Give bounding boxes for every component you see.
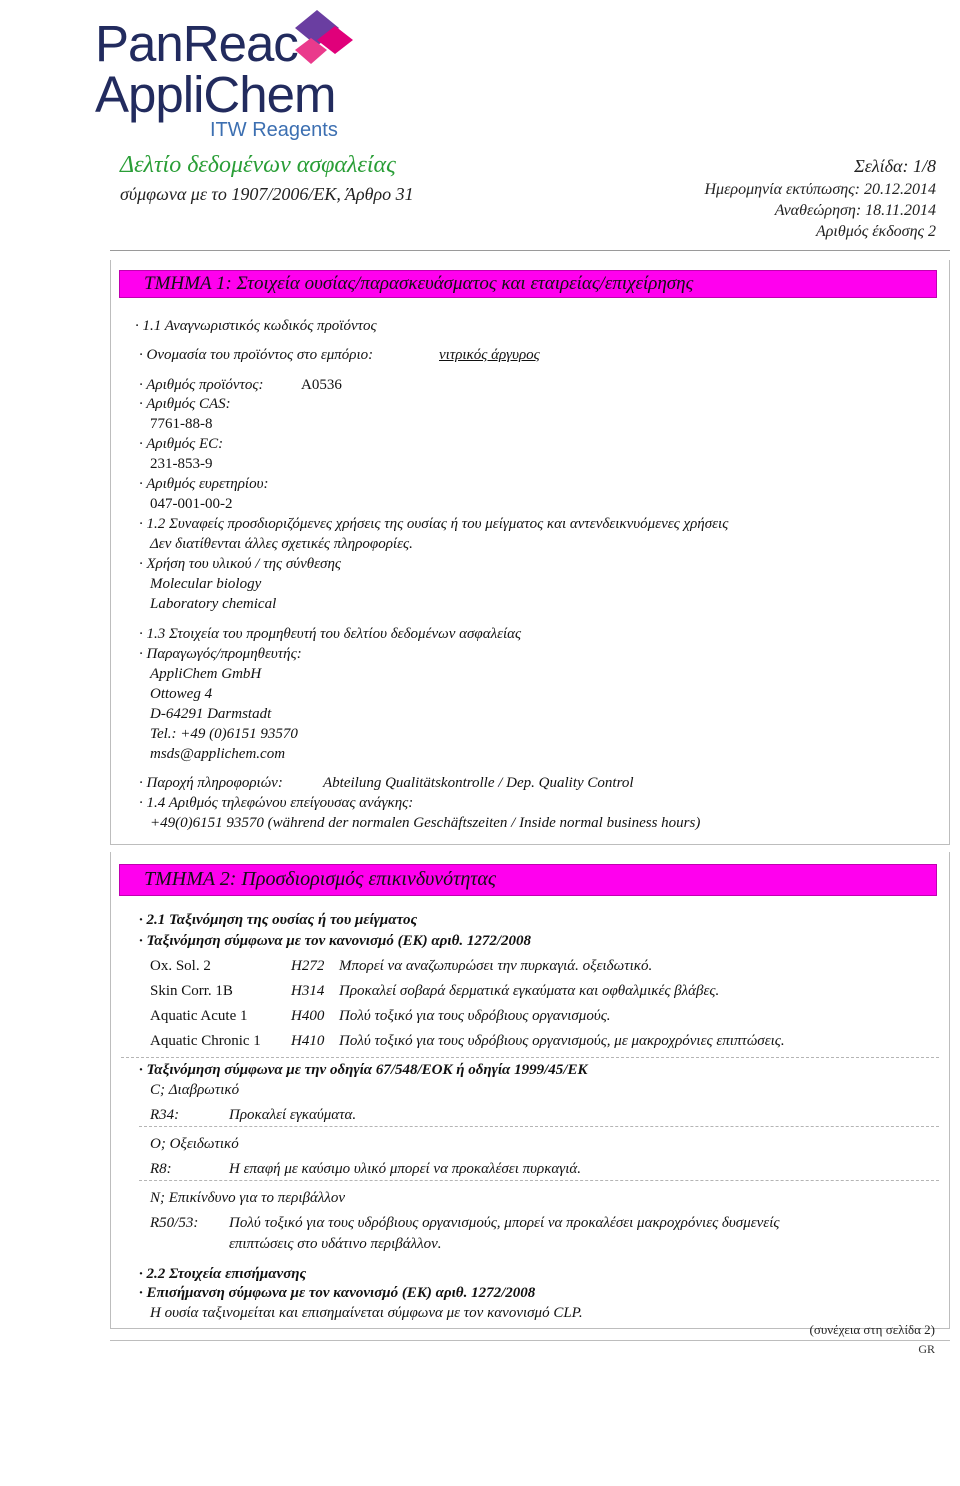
logo-text-panreac: PanReac bbox=[95, 15, 298, 72]
emergency-phone: +49(0)6151 93570 (während der normalen Geschäftszeiten / Inside normal business hours) bbox=[150, 815, 701, 831]
risk-phrase-continued: επιπτώσεις στο υδάτινο περιβάλλον. bbox=[229, 1236, 442, 1252]
use-item: Laboratory chemical bbox=[150, 596, 277, 612]
company-logo bbox=[95, 6, 395, 141]
supplier-label: · Παραγωγός/προμηθευτής: bbox=[139, 646, 302, 662]
info-label: · Παροχή πληροφοριών: bbox=[139, 775, 283, 791]
logo-text-applichem: AppliChem bbox=[95, 66, 336, 123]
risk-code: R8: bbox=[150, 1161, 172, 1177]
hazard-statement: Μπορεί να αναζωπυρώσει την πυρκαγιά. οξειδωτικό. bbox=[339, 958, 653, 974]
supplier-line: Ottoweg 4 bbox=[150, 686, 213, 702]
continued-note: (συνέχεια στη σελίδα 2) bbox=[809, 1322, 935, 1337]
page-number: Σελίδα: 1/8 bbox=[854, 156, 936, 176]
hazard-symbol-environment: N; Επικίνδυνο για το περιβάλλον bbox=[150, 1190, 345, 1206]
hazard-code: H272 bbox=[291, 958, 325, 974]
print-date: Ημερομηνία εκτύπωσης: 20.12.2014 bbox=[704, 181, 936, 198]
language-code: GR bbox=[918, 1342, 935, 1356]
version-number: Αριθμός έκδοσης 2 bbox=[815, 223, 936, 240]
dsd-classification-label: · Ταξινόμηση σύμφωνα με την οδηγία 67/548/ΕΟΚ ή οδηγία 1999/45/ΕΚ bbox=[139, 1062, 588, 1078]
cas-label: · Αριθμός CAS: bbox=[139, 396, 231, 412]
divider bbox=[121, 1057, 939, 1058]
section-1-banner bbox=[119, 270, 937, 298]
hazard-symbol-oxidising: O; Οξειδωτικό bbox=[150, 1136, 239, 1152]
use-label: · Χρήση του υλικού / της σύνθεσης bbox=[139, 556, 341, 572]
subsection-1-4: · 1.4 Αριθμός τηλεφώνου επείγουσας ανάγκης: bbox=[139, 795, 414, 811]
header-divider bbox=[110, 250, 950, 251]
clp-class: Aquatic Chronic 1 bbox=[150, 1033, 261, 1049]
labelling-text: Η ουσία ταξινομείται και επισημαίνεται σύμφωνα με τον κανονισμό CLP. bbox=[150, 1305, 583, 1321]
document-title: Δελτίο δεδομένων ασφαλείας bbox=[120, 152, 396, 178]
clp-classification-label: · Ταξινόμηση σύμφωνα με τον κανονισμό (ΕΚ) αριθ. 1272/2008 bbox=[139, 933, 532, 949]
clp-class: Skin Corr. 1B bbox=[150, 983, 233, 999]
ec-label: · Αριθμός EC: bbox=[139, 436, 224, 452]
logo-text-itw: ITW Reagents bbox=[210, 119, 338, 141]
index-value: 047-001-00-2 bbox=[150, 496, 233, 512]
cas-value: 7761-88-8 bbox=[150, 416, 213, 432]
hazard-symbol-corrosive: C; Διαβρωτικό bbox=[150, 1082, 240, 1098]
subsection-2-1: · 2.1 Ταξινόμηση της ουσίας ή του μείγματος bbox=[139, 912, 418, 928]
hazard-code: H400 bbox=[291, 1008, 325, 1024]
no-info-text: Δεν διατίθενται άλλες σχετικές πληροφορίες. bbox=[150, 536, 413, 552]
trade-name-value: νιτρικός άργυρος bbox=[439, 347, 540, 363]
section-2-banner bbox=[119, 864, 937, 896]
index-label: · Αριθμός ευρετηρίου: bbox=[139, 476, 269, 492]
risk-phrase: Πολύ τοξικό για τους υδρόβιους οργανισμούς, μπορεί να προκαλέσει μακροχρόνιες δυσμενείς bbox=[229, 1215, 780, 1231]
section-2 bbox=[110, 852, 950, 1329]
trade-name-label: · Ονομασία του προϊόντος στο εμπόριο: bbox=[139, 347, 374, 363]
hazard-code: H314 bbox=[291, 983, 325, 999]
risk-phrase: Προκαλεί εγκαύματα. bbox=[229, 1107, 357, 1123]
document-meta bbox=[705, 156, 937, 242]
document-subtitle: σύμφωνα με το 1907/2006/ΕΚ, Άρθρο 31 bbox=[120, 184, 414, 204]
labelling-clp-label: · Επισήμανση σύμφωνα με τον κανονισμό (ΕΚ) αριθ. 1272/2008 bbox=[139, 1285, 536, 1301]
footer-divider bbox=[110, 1340, 950, 1341]
supplier-line: D-64291 Darmstadt bbox=[150, 706, 272, 722]
risk-code: R34: bbox=[150, 1107, 180, 1123]
section-1-title: ΤΜΗΜΑ 1: Στοιχεία ουσίας/παρασκευάσματος και εταιρείας/επιχείρησης bbox=[144, 273, 694, 294]
risk-phrase: Η επαφή με καύσιμο υλικό μπορεί να προκαλέσει πυρκαγιά. bbox=[229, 1161, 582, 1177]
supplier-email: msds@applichem.com bbox=[150, 746, 286, 762]
section-1 bbox=[110, 260, 950, 845]
divider bbox=[139, 1180, 939, 1181]
hazard-statement: Προκαλεί σοβαρά δερματικά εγκαύματα και οφθαλμικές βλάβες. bbox=[339, 983, 720, 999]
use-item: Molecular biology bbox=[150, 576, 262, 592]
clp-class: Ox. Sol. 2 bbox=[150, 958, 211, 974]
clp-class: Aquatic Acute 1 bbox=[150, 1008, 248, 1024]
risk-code: R50/53: bbox=[150, 1215, 199, 1231]
subsection-1-3: · 1.3 Στοιχεία του προμηθευτή του δελτίου δεδομένων ασφαλείας bbox=[139, 626, 522, 642]
section-2-title: ΤΜΗΜΑ 2: Προσδιορισμός επικινδυνότητας bbox=[144, 868, 497, 890]
ec-value: 231-853-9 bbox=[150, 456, 213, 472]
product-number-label: · Αριθμός προϊόντος: bbox=[139, 377, 264, 393]
hazard-statement: Πολύ τοξικό για τους υδρόβιους οργανισμούς. bbox=[339, 1008, 611, 1024]
hazard-code: H410 bbox=[291, 1033, 325, 1049]
subsection-1-2: · 1.2 Συναφείς προσδιοριζόμενες χρήσεις της ουσίας ή του μείγματος και αντενδεικνυόμενες χρήσεις bbox=[139, 516, 729, 532]
revision-date: Αναθεώρηση: 18.11.2014 bbox=[774, 202, 936, 219]
subsection-2-2: · 2.2 Στοιχεία επισήμανσης bbox=[139, 1266, 307, 1282]
info-value: Abteilung Qualitätskontrolle / Dep. Quality Control bbox=[323, 775, 634, 791]
divider bbox=[139, 1126, 939, 1127]
supplier-line: Tel.: +49 (0)6151 93570 bbox=[150, 726, 298, 742]
subsection-1-1: · 1.1 Αναγνωριστικός κωδικός προϊόντος bbox=[135, 318, 377, 334]
supplier-line: AppliChem GmbH bbox=[150, 666, 262, 682]
hazard-statement: Πολύ τοξικό για τους υδρόβιους οργανισμούς, με μακροχρόνιες επιπτώσεις. bbox=[339, 1033, 785, 1049]
product-number-value: A0536 bbox=[301, 377, 342, 393]
